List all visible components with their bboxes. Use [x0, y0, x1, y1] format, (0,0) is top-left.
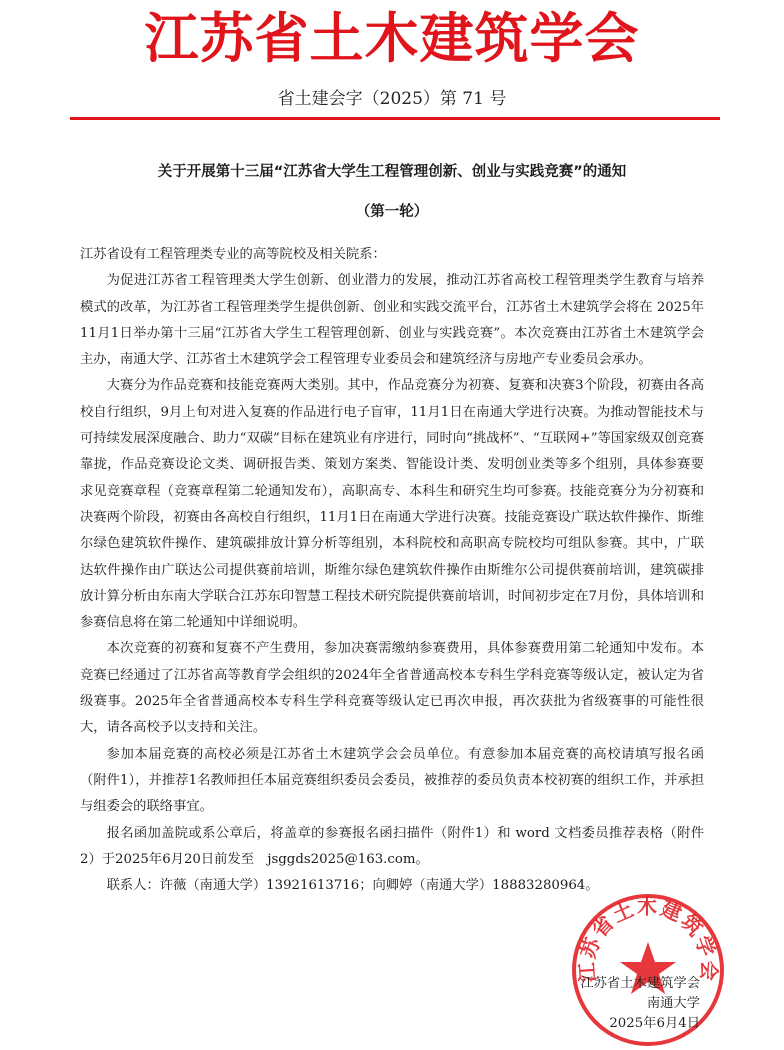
notice-title: 关于开展第十三届“江苏省大学生工程管理创新、创业与实践竞赛”的通知 [157, 164, 627, 180]
salutation: 江苏省设有工程管理类专业的高等院校及相关院系： [80, 247, 386, 262]
red-divider [70, 117, 720, 120]
signature-date: 2025年6月4日 [609, 1016, 700, 1031]
document-number: 省土建会字（2025）第 71 号 [277, 89, 507, 109]
seal-text: 江苏省土木建筑学会 [574, 894, 722, 984]
paragraph: 大赛分为作品竞赛和技能竞赛两大类别。其中，作品竞赛分为初赛、复赛和决赛3个阶段，初赛由各高校自行组织，9月上旬对进入复赛的作品进行电子盲审，11月1日在南通大学进行决赛。为推动智能技术与可持续发展深度融合、助力“双碳”目标在建筑业有序进行，同时向“挑战杯”、“互联网+”等国家级双创竞赛靠拢，作品竞赛设论文类、调研报告类、策划方案类、智能设计类、发明创业类等多个组别，具体参赛要求见竞赛章程（竞赛章程第二轮通知发布），高职高专、本科生和研究生均可参赛。技能竞赛分为分初赛和决赛两个阶段，初赛由各高校自行组织，11月1日在南通大学进行决赛。技能竞赛设广联达软件操作、斯维尔绿色建筑软件操作、建筑碳排放计算分析等组别，本科院校和高职高专院校均可组队参赛。其中，广联达软件操作由广联达公司提供赛前培训，斯维尔绿色建筑软件操作由斯维尔公司提供赛前培训，建筑碳排放计算分析由东南大学联合江苏东印智慧工程技术研究院提供赛前培训，时间初步定在7月份，具体培训和参赛信息将在第二轮通知中详细说明。 [80, 378, 704, 631]
paragraph: 为促进江苏省工程管理类大学生创新、创业潜力的发展，推动江苏省高校工程管理类学生教育与培养模式的改革，为江苏省工程管理类学生提供创新、创业和实践交流平台，江苏省土木建筑学会将在 2025年11月1日举办第十三届“江苏省大学生工程管理创新、创业与实践竞赛”。本次竞赛由江苏省土木建筑学会主办，南通大学、江苏省土木建筑学会工程管理专业委员会和建筑经济与房地产专业委员会承办。 [80, 273, 704, 368]
paragraph: 参加本届竞赛的高校必须是江苏省土木建筑学会会员单位。有意参加本届竞赛的高校请填写报名函（附件1），并推荐1名教师担任本届竞赛组织委员会委员，被推荐的委员负责本校初赛的组织工作，并承担与组委会的联络事宜。 [80, 746, 704, 815]
signature-block [560, 974, 700, 1034]
notice-subtitle: （第一轮） [355, 204, 429, 220]
paragraph: 报名函加盖院或系公章后，将盖章的参赛报名函扫描件（附件1）和 word 文档委员推荐表格（附件2）于2025年6月20日前发至 jsggds2025@163.com。 [80, 825, 704, 867]
signature-unit: 南通大学 [646, 996, 700, 1011]
paragraph: 本次竞赛的初赛和复赛不产生费用，参加决赛需缴纳参赛费用，具体参赛费用第二轮通知中发布。本竞赛已经通过了江苏省高等教育学会组织的2024年全省普通高校本专科生学科竞赛等级认定，被认定为省级赛事。2025年全省普通高校本专科生学科竞赛等级认定已再次申报，再次获批为省级赛事的可能性很大，请各高校予以支持和关注。 [80, 641, 704, 736]
notice-body [80, 242, 704, 899]
signature-org: 江苏省土木建筑学会 [580, 976, 700, 991]
org-masthead: 江苏省土木建筑学会 [144, 6, 640, 70]
contact-line: 联系人：许薇（南通大学）13921613716；向卿婷（南通大学）18883280964。 [106, 878, 599, 894]
